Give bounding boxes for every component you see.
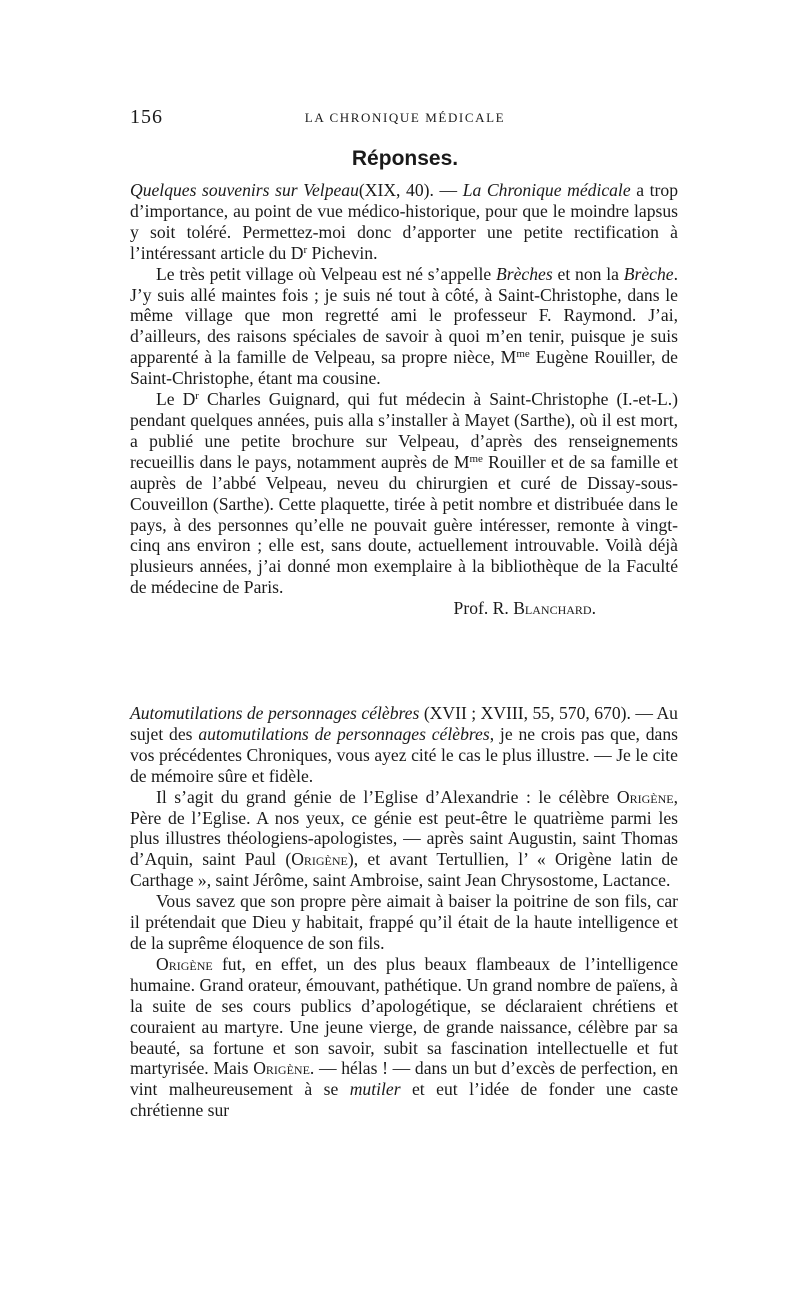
article-title: Automutilations de personnages célèbres: [130, 703, 420, 723]
article-title: Quelques souvenirs sur Velpeau: [130, 180, 359, 200]
signature: Prof. R. Blanchard.: [453, 598, 596, 619]
author-name: Blanchard.: [513, 598, 596, 619]
article-reference: (XIX, 40).: [358, 180, 434, 200]
article-reference: (XVII ; XVIII, 55, 570, 670).: [419, 703, 631, 723]
article-velpeau: [130, 180, 678, 619]
section-title: Réponses.: [351, 147, 459, 170]
paragraph: Le $D^r$ Charles Guignard, qui fut médecin à Saint-Christophe (I.-et-L.) pendant quelques années, puis alla s’installer à Mayet (Sarthe), où il est mort, a publié une petite brochure sur Velpeau, d’après des renseignements recueillis dans le pays, notamment auprès de $M^{me}$ Rouiller et de sa famille et auprès de l’abbé Velpeau, neveu du chirurgien et curé de Dissay-sous-Couveillon (Sarthe). Cette plaquette, tirée à petit nombre et distribuée dans le pays, à des personnes qu’elle ne pouvait guère intéresser, remonte à vingt-cinq ans environ ; elle est, sans doute, actuellement introuvable. Voilà déjà plusieurs années, j’ai donné mon exemplaire à la bibliothèque de la Faculté de médecine de Paris.: [130, 389, 678, 598]
paragraph: Origène fut, en effet, un des plus beaux flambeaux de l’intelligence humaine. Grand orateur, émouvant, pathétique. Un grand nombre de païens, à la suite de ses cours publics d’apologétique, se déclaraient chrétiens et couraient au martyre. Une jeune vierge, de grande naissance, célèbre par sa beauté, sa fortune et son savoir, subit sa fascination intellectuelle et fut martyrisée. Mais Origène. — hélas ! — dans un but d’excès de perfection, en vint malheureusement à se mutiler et eut l’idée de fonder une caste chrétienne sur: [130, 953, 679, 1121]
journal-name: La Chronique médicale: [462, 180, 631, 200]
paragraph: Quelques souvenirs sur Velpeau(XIX, 40). — La Chronique médicale a trop d’importance, au point de vue médico-historique, pour que le moindre lapsus y soit toléré. Permettez-moi donc d’apporter une petite rectification à l’intéressant article du $D^r$ Pichevin.: [130, 180, 679, 263]
article-automutilations: [130, 703, 678, 1121]
page-number: 156: [130, 106, 163, 128]
page-header: [130, 106, 680, 130]
paragraph: Il s’agit du grand génie de l’Eglise d’Alexandrie : le célèbre Origène, Père de l’Eglise. A nos yeux, ce génie est peut-être le quatrième parmi les plus illustres théologiens-apologistes, — après saint Augustin, saint Thomas d’Aquin, saint Paul (Origène), et avant Tertullien, l’ « Origène latin de Carthage », saint Jérôme, saint Ambroise, saint Jean Chrysostome, Lactance.: [130, 786, 678, 891]
paragraph: Automutilations de personnages célèbres (XVII ; XVIII, 55, 570, 670). — Au sujet des automutilations de personnages célèbres, je ne crois pas que, dans vos précédentes Chroniques, vous ayez cité le cas le plus illustre. — Je le cite de mémoire sûre et fidèle.: [130, 703, 678, 786]
paragraph: Le très petit village où Velpeau est né s’appelle Brèches et non la Brèche. J’y suis allé maintes fois ; je suis né tout à côté, à Saint-Christophe, dans le même village que mon regretté ami le professeur F. Raymond. J’ai, d’ailleurs, des raisons spéciales de savoir à quoi m’en tenir, puisque je suis apparenté à la famille de Velpeau, sa propre nièce, $M^{me}$ Eugène Rouiller, de Saint-Christophe, étant ma cousine.: [130, 263, 678, 389]
paragraph: Vous savez que son propre père aimait à baiser la poitrine de son fils, car il prétendait que Dieu y habitait, frappé qu’il était de la haute intelligence et de la suprême éloquence de son fils.: [130, 891, 678, 953]
running-title: LA CHRONIQUE MÉDICALE: [304, 110, 506, 125]
